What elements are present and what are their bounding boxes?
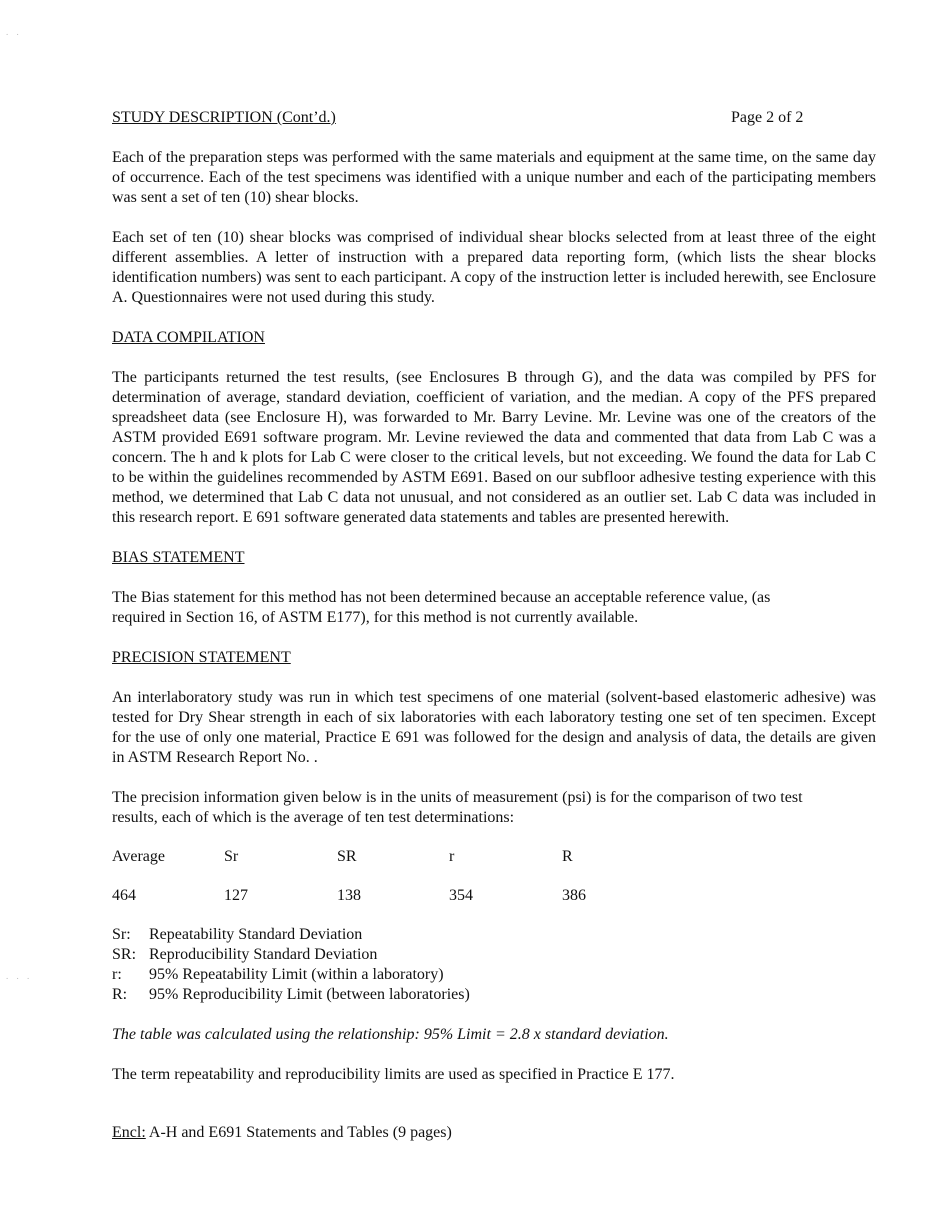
- abbreviation-legend: [112, 925, 876, 1005]
- document-page: [112, 108, 876, 1143]
- legend-key: r:: [112, 966, 122, 983]
- scan-mark: . . .: [6, 971, 33, 981]
- legend-description: 95% Reproducibility Limit (between laboratories): [149, 986, 470, 1003]
- study-paragraph-2: Each set of ten (10) shear blocks was comprised of individual shear blocks selected from at least three of the eight different assemblies. A letter of instruction with a prepared data reporting form, (which lists the shear blocks identification numbers) was sent to each participant. A copy of the instruction letter is included herewith, see Enclosure A. Questionnaires were not used during this study.: [112, 229, 876, 306]
- precision-table: [112, 847, 876, 906]
- table-header-cell: Average: [112, 848, 165, 865]
- bias-line: The Bias statement for this method has not been determined because an acceptable reference value, (as: [112, 589, 771, 606]
- precision-line: The precision information given below is in the units of measurement (psi) is for the comparison of two test: [112, 789, 803, 806]
- study-paragraph-1: Each of the preparation steps was performed with the same materials and equipment at the same time, on the same day of occurrence. Each of the test specimens was identified with a unique number and each of the participating members was sent a set of ten (10) shear blocks.: [112, 149, 876, 206]
- table-header-cell: SR: [337, 848, 357, 865]
- calculation-note: The table was calculated using the relationship: 95% Limit = 2.8 x standard deviation.: [112, 1026, 669, 1043]
- enclosure-line: [112, 1123, 876, 1143]
- table-row: [112, 886, 876, 906]
- legend-item: [112, 925, 876, 945]
- table-cell: 386: [562, 887, 586, 904]
- precision-paragraph-2: [112, 788, 876, 828]
- legend-item: [112, 965, 876, 985]
- legend-description: 95% Repeatability Limit (within a laboratory): [149, 966, 444, 983]
- table-header-row: [112, 847, 876, 867]
- table-header-cell: r: [449, 848, 455, 865]
- precision-heading: PRECISION STATEMENT: [112, 649, 291, 666]
- legend-key: R:: [112, 986, 128, 1003]
- legend-description: Repeatability Standard Deviation: [149, 926, 363, 943]
- legend-item: [112, 985, 876, 1005]
- table-header-cell: Sr: [224, 848, 239, 865]
- enclosure-label: Encl:: [112, 1124, 146, 1141]
- precision-paragraph-1: An interlaboratory study was run in which test specimens of one material (solvent-based elastomeric adhesive) was tested for Dry Shear strength in each of six laboratories with each laboratory testing one set of ten specimen. Except for the use of only one material, Practice E 691 was followed for the design and analysis of data, the details are given in ASTM Research Report No. .: [112, 689, 876, 766]
- table-cell: 354: [449, 887, 473, 904]
- bias-heading: BIAS STATEMENT: [112, 549, 245, 566]
- scan-mark: . .: [6, 27, 22, 37]
- page-header: [112, 108, 876, 128]
- table-cell: 464: [112, 887, 136, 904]
- legend-key: Sr:: [112, 926, 131, 943]
- enclosure-text: A-H and E691 Statements and Tables (9 pages): [145, 1124, 452, 1141]
- legend-description: Reproducibility Standard Deviation: [149, 946, 378, 963]
- table-cell: 127: [224, 887, 248, 904]
- term-statement: The term repeatability and reproducibility limits are used as specified in Practice E 177.: [112, 1066, 675, 1083]
- legend-key: SR:: [112, 946, 137, 963]
- bias-paragraph: [112, 588, 876, 628]
- data-compilation-heading: DATA COMPILATION: [112, 329, 265, 346]
- data-compilation-paragraph: The participants returned the test results, (see Enclosures B through G), and the data was compiled by PFS for determination of average, standard deviation, coefficient of variation, and the median. A copy of the PFS prepared spreadsheet data (see Enclosure H), was forwarded to Mr. Barry Levine. Mr. Levine was one of the creators of the ASTM provided E691 software program. Mr. Levine reviewed the data and commented that data from Lab C was a concern. The h and k plots for Lab C were closer to the critical levels, but not exceeding. We found the data for Lab C to be within the guidelines recommended by ASTM E691. Based on our subfloor adhesive testing experience with this method, we determined that Lab C data not unusual, and not considered as an outlier set. Lab C data was included in this research report. E 691 software generated data statements and tables are presented herewith.: [112, 369, 876, 526]
- legend-item: [112, 945, 876, 965]
- page-number: Page 2 of 2: [731, 109, 804, 126]
- table-cell: 138: [337, 887, 361, 904]
- table-header-cell: R: [562, 848, 573, 865]
- bias-line: required in Section 16, of ASTM E177), for this method is not currently available.: [112, 609, 639, 626]
- section-title: STUDY DESCRIPTION (Cont’d.): [112, 109, 336, 126]
- precision-line: results, each of which is the average of ten test determinations:: [112, 809, 515, 826]
